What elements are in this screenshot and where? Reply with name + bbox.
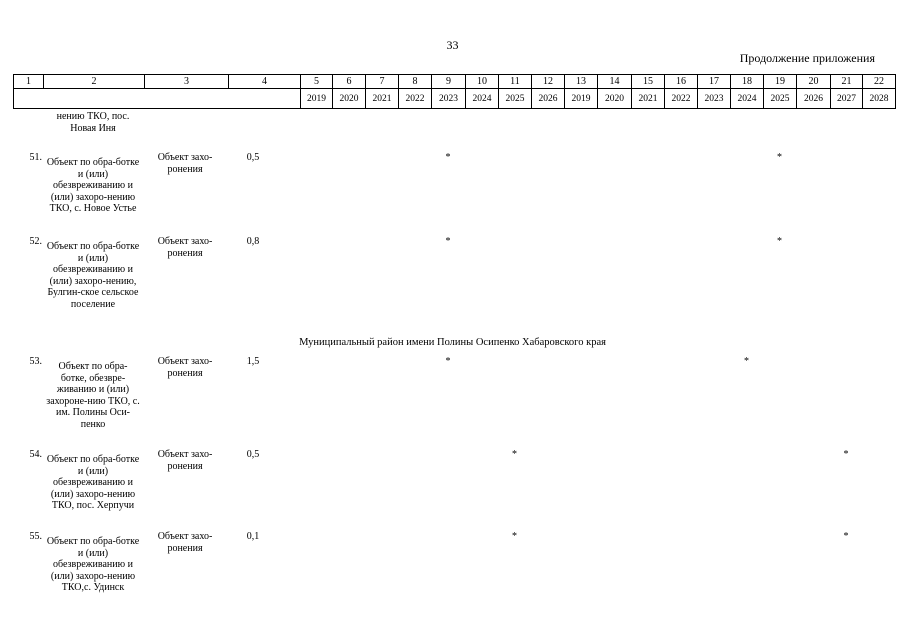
column-number: 7 — [366, 75, 399, 89]
object-type: Объект захо-ронения — [157, 449, 213, 472]
capacity-value: 1,5 — [246, 356, 260, 367]
continuation-caption: Продолжение приложения — [739, 51, 875, 65]
object-type: Объект захо-ронения — [157, 152, 213, 175]
schedule-mark: * — [445, 236, 451, 247]
column-number: 3 — [145, 75, 229, 89]
column-number: 19 — [764, 75, 797, 89]
object-type: Объект захо-ронения — [157, 356, 213, 379]
year-cell: 2023 — [432, 89, 466, 109]
column-number: 17 — [698, 75, 731, 89]
column-number: 5 — [301, 75, 333, 89]
column-number: 8 — [399, 75, 432, 89]
object-name: Объект по обра-ботке и (или) обезвреживанию и (или) захоро-нению ТКО, пос. Херпучи — [46, 454, 140, 511]
column-number: 15 — [632, 75, 665, 89]
year-cell: 2020 — [598, 89, 632, 109]
year-cell: 2023 — [698, 89, 731, 109]
page-number: 33 — [446, 38, 459, 52]
row-number: 51. — [29, 152, 42, 163]
year-cell: 2021 — [632, 89, 665, 109]
capacity-value: 0,8 — [246, 236, 260, 247]
column-number: 1 — [14, 75, 44, 89]
schedule-mark: * — [512, 531, 517, 542]
column-number: 6 — [333, 75, 366, 89]
column-number: 18 — [731, 75, 764, 89]
column-number: 9 — [432, 75, 466, 89]
year-cell: 2020 — [333, 89, 366, 109]
row-number: 52. — [29, 236, 42, 247]
object-name: Объект по обра-ботке и (или) обезвреживанию и (или) захоро-нению, Булгин-ское сельское поселение — [46, 241, 140, 310]
year-cell: 2025 — [764, 89, 797, 109]
schedule-mark: * — [777, 236, 782, 247]
column-number: 16 — [665, 75, 698, 89]
column-number: 12 — [532, 75, 565, 89]
year-cell: 2025 — [499, 89, 532, 109]
schedule-mark: * — [777, 152, 782, 163]
row-number: 55. — [29, 531, 42, 542]
row-number: 53. — [29, 356, 42, 367]
column-number: 10 — [466, 75, 499, 89]
year-cell: 2019 — [301, 89, 333, 109]
year-cell: 2022 — [399, 89, 432, 109]
schedule-mark: * — [512, 449, 517, 460]
capacity-value: 0,5 — [246, 449, 260, 460]
capacity-value: 0,1 — [246, 531, 260, 542]
year-cell: 2019 — [565, 89, 598, 109]
object-type: Объект захо-ронения — [157, 236, 213, 259]
column-number: 20 — [797, 75, 831, 89]
schedule-mark: * — [843, 449, 849, 460]
schedule-mark: * — [445, 152, 451, 163]
year-cell: 2022 — [665, 89, 698, 109]
year-cell: 2021 — [366, 89, 399, 109]
schedule-mark: * — [843, 531, 849, 542]
column-number: 14 — [598, 75, 632, 89]
object-name: Объект по обра-ботке и (или) обезвреживанию и (или) захоро-нению ТКО,с. Удинск — [46, 536, 140, 593]
year-cell: 2026 — [532, 89, 565, 109]
object-name: нению ТКО, пос. Новая Иня — [56, 111, 130, 134]
schedule-mark: * — [445, 356, 451, 367]
column-number: 11 — [499, 75, 532, 89]
column-number: 2 — [44, 75, 145, 89]
column-number: 4 — [229, 75, 301, 89]
section-title: Муниципальный район имени Полины Осипенко Хабаровского края — [299, 337, 606, 348]
column-number: 22 — [863, 75, 896, 89]
object-name: Объект по обра-ботке и (или) обезвреживанию и (или) захоро-нению ТКО, с. Новое Устье — [46, 157, 140, 214]
object-type: Объект захо-ронения — [157, 531, 213, 554]
capacity-value: 0,5 — [246, 152, 260, 163]
year-cell: 2024 — [731, 89, 764, 109]
column-number: 21 — [831, 75, 863, 89]
year-cell: 2026 — [797, 89, 831, 109]
schedule-mark: * — [744, 356, 749, 367]
column-number: 13 — [565, 75, 598, 89]
row-number: 54. — [29, 449, 42, 460]
year-cell: 2024 — [466, 89, 499, 109]
year-cell: 2027 — [831, 89, 863, 109]
object-name: Объект по обра-ботке, обезвре-живанию и (или) захороне-нию ТКО, с. им. Полины Оси-пенко — [46, 361, 140, 430]
year-cell: 2028 — [863, 89, 896, 109]
